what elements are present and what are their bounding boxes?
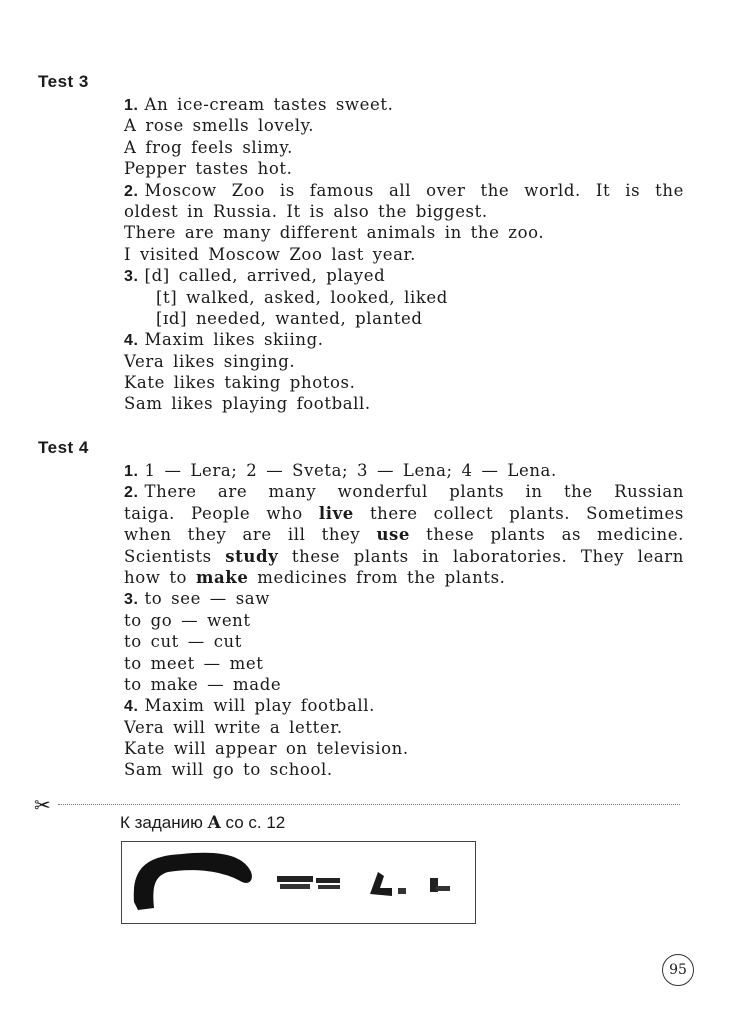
cut-caption: К заданию A со с. 12 (120, 813, 286, 833)
cutout-shapes-image (122, 842, 475, 923)
answer-line: 3. [d] called, arrived, played (124, 266, 386, 286)
scissors-icon: ✂ (34, 793, 51, 817)
item-number: 2. (124, 484, 139, 502)
keyword: use (376, 525, 411, 545)
keyword: study (225, 546, 279, 566)
answer-line: taiga. People who live there collect plants. Sometimes (124, 503, 684, 523)
cut-line (58, 804, 680, 805)
answer-line: to meet — met (124, 653, 264, 673)
test-3-heading: Test 3 (38, 72, 89, 91)
test-4-answers (124, 460, 684, 781)
item-number: 1. (124, 97, 139, 114)
answer-line: oldest in Russia. It is also the biggest. (124, 201, 488, 221)
answer-line: [t] walked, asked, looked, liked (156, 287, 448, 307)
answer-line: There are many different animals in the zoo. (124, 223, 545, 243)
answer-line: 2. Moscow Zoo is famous all over the world. It is the (124, 180, 684, 200)
answer-line: when they are ill they use these plants as medicine. (124, 525, 684, 545)
answer-line: 1. 1 — Lera; 2 — Sveta; 3 — Lena; 4 — Lena. (124, 461, 557, 480)
item-number: 4. (124, 698, 139, 716)
answer-line: 3. to see — saw (124, 589, 270, 609)
keyword: make (195, 567, 249, 587)
answer-line: how to make medicines from the plants. (124, 567, 506, 587)
answer-line: Vera likes singing. (124, 351, 296, 371)
item-number: 1. (124, 463, 139, 480)
answer-line: Sam likes playing football. (124, 394, 371, 414)
item-number: 4. (124, 332, 139, 350)
cutout-picture (121, 841, 476, 924)
answer-line: 4. Maxim will play football. (124, 696, 375, 716)
answer-line: to cut — cut (124, 632, 242, 652)
answer-line: 1. An ice-cream tastes sweet. (124, 95, 394, 114)
answer-line: Kate likes taking photos. (124, 373, 356, 393)
item-number: 2. (124, 182, 139, 200)
answer-line: 4. Maxim likes skiing. (124, 330, 324, 350)
answer-line: [ɪd] needed, wanted, planted (156, 308, 423, 328)
answer-line: Vera will write a letter. (124, 717, 343, 737)
answer-line: Sam will go to school. (124, 760, 333, 780)
answer-line: 2. There are many wonderful plants in the Russian (124, 482, 684, 502)
answer-line: A rose smells lovely. (124, 116, 315, 136)
keyword: live (318, 503, 354, 523)
answer-line: Kate will appear on television. (124, 739, 409, 759)
test-3-answers (124, 94, 684, 415)
answer-line: A frog feels slimy. (124, 137, 293, 157)
page-number: 95 (662, 954, 694, 986)
answer-line: I visited Moscow Zoo last year. (124, 244, 417, 264)
answer-line: Pepper tastes hot. (124, 159, 293, 179)
item-number: 3. (124, 591, 139, 609)
answer-line: Scientists study these plants in laboratories. They learn (124, 546, 684, 566)
answer-line: to go — went (124, 610, 251, 630)
item-number: 3. (124, 268, 139, 286)
test-4-heading: Test 4 (38, 438, 89, 457)
answer-line: to make — made (124, 674, 282, 694)
